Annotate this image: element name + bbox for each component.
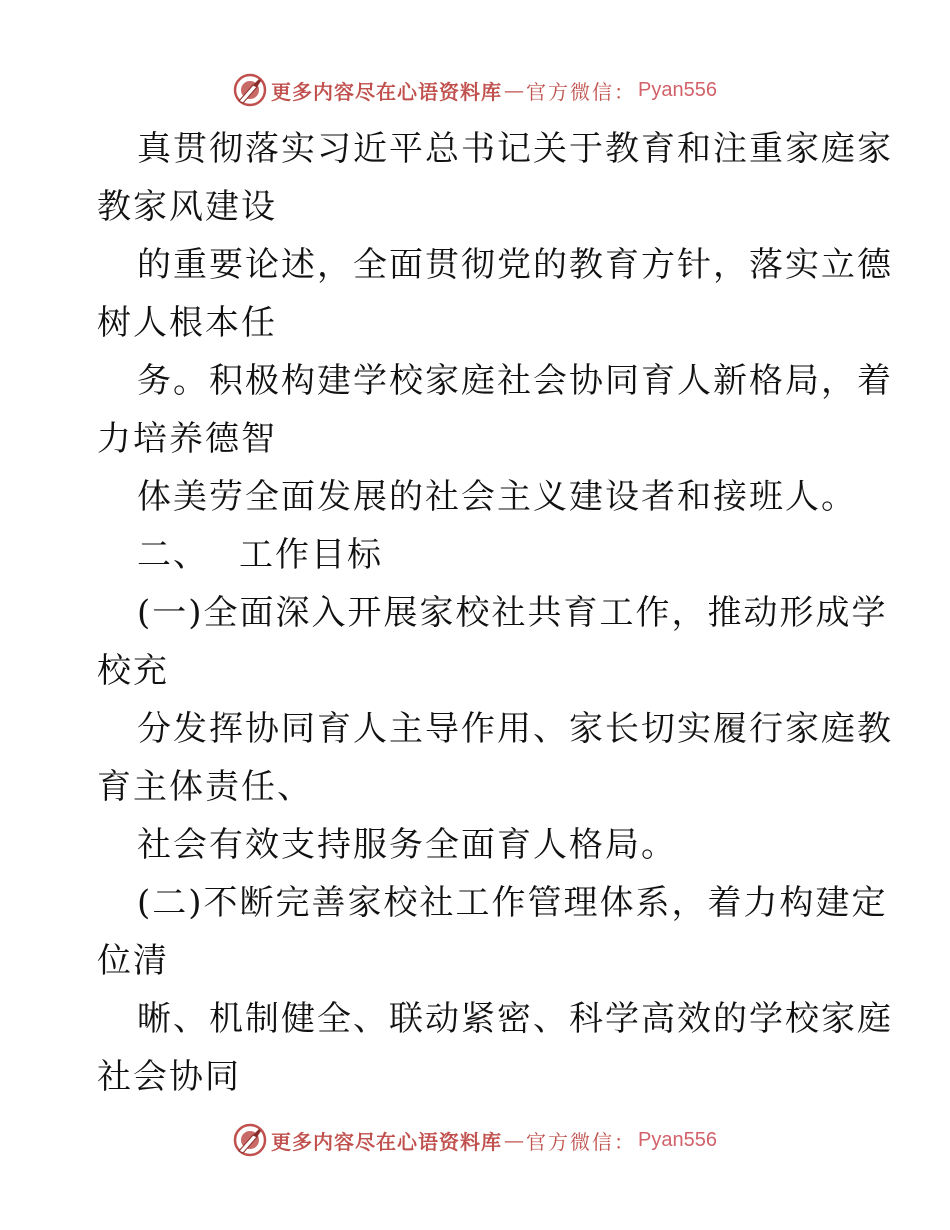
banner-wechat-id: Pyan556 (638, 1128, 717, 1151)
banner-wechat-label: 官方微信： (526, 1131, 637, 1154)
body-line: (一)全面深入开展家校社共育工作，推动形成学 (137, 593, 888, 633)
body-line: 真贯彻落实习近平总书记关于教育和注重家庭家 (137, 129, 893, 169)
section-heading-number: 二、 (137, 535, 209, 575)
banner-brand-text: 更多内容尽在心语资料库 (271, 79, 503, 104)
pen-logo-icon (233, 73, 267, 107)
body-line: 分发挥协同育人主导作用、家长切实履行家庭教 (137, 709, 893, 749)
banner-dash: — (504, 78, 525, 102)
body-line: 育主体责任、 (97, 767, 313, 807)
body-line: 社会有效支持服务全面育人格局。 (137, 825, 677, 865)
body-line: (二)不断完善家校社工作管理体系，着力构建定 (137, 883, 888, 923)
body-line: 校充 (97, 651, 169, 691)
header-banner (0, 70, 950, 110)
body-line: 的重要论述，全面贯彻党的教育方针，落实立德 (137, 245, 893, 285)
body-line: 务。积极构建学校家庭社会协同育人新格局，着 (137, 361, 893, 401)
banner-wechat-id: Pyan556 (638, 78, 717, 101)
body-line: 树人根本任 (97, 303, 277, 343)
body-line: 晰、机制健全、联动紧密、科学高效的学校家庭 (137, 999, 893, 1039)
banner-dash: — (504, 1128, 525, 1152)
section-heading (97, 526, 857, 584)
banner-wechat-label: 官方微信： (526, 81, 637, 104)
body-line: 体美劳全面发展的社会主义建设者和接班人。 (137, 477, 857, 517)
pen-logo-icon (233, 1123, 267, 1157)
section-heading-title: 工作目标 (239, 535, 383, 575)
body-line: 力培养德智 (97, 419, 277, 459)
banner-brand-text: 更多内容尽在心语资料库 (271, 1129, 503, 1154)
document-body (97, 120, 893, 1106)
body-line: 位清 (97, 941, 169, 981)
body-line: 社会协同 (97, 1057, 241, 1097)
body-line: 教家风建设 (97, 187, 277, 227)
footer-banner (0, 1120, 950, 1160)
